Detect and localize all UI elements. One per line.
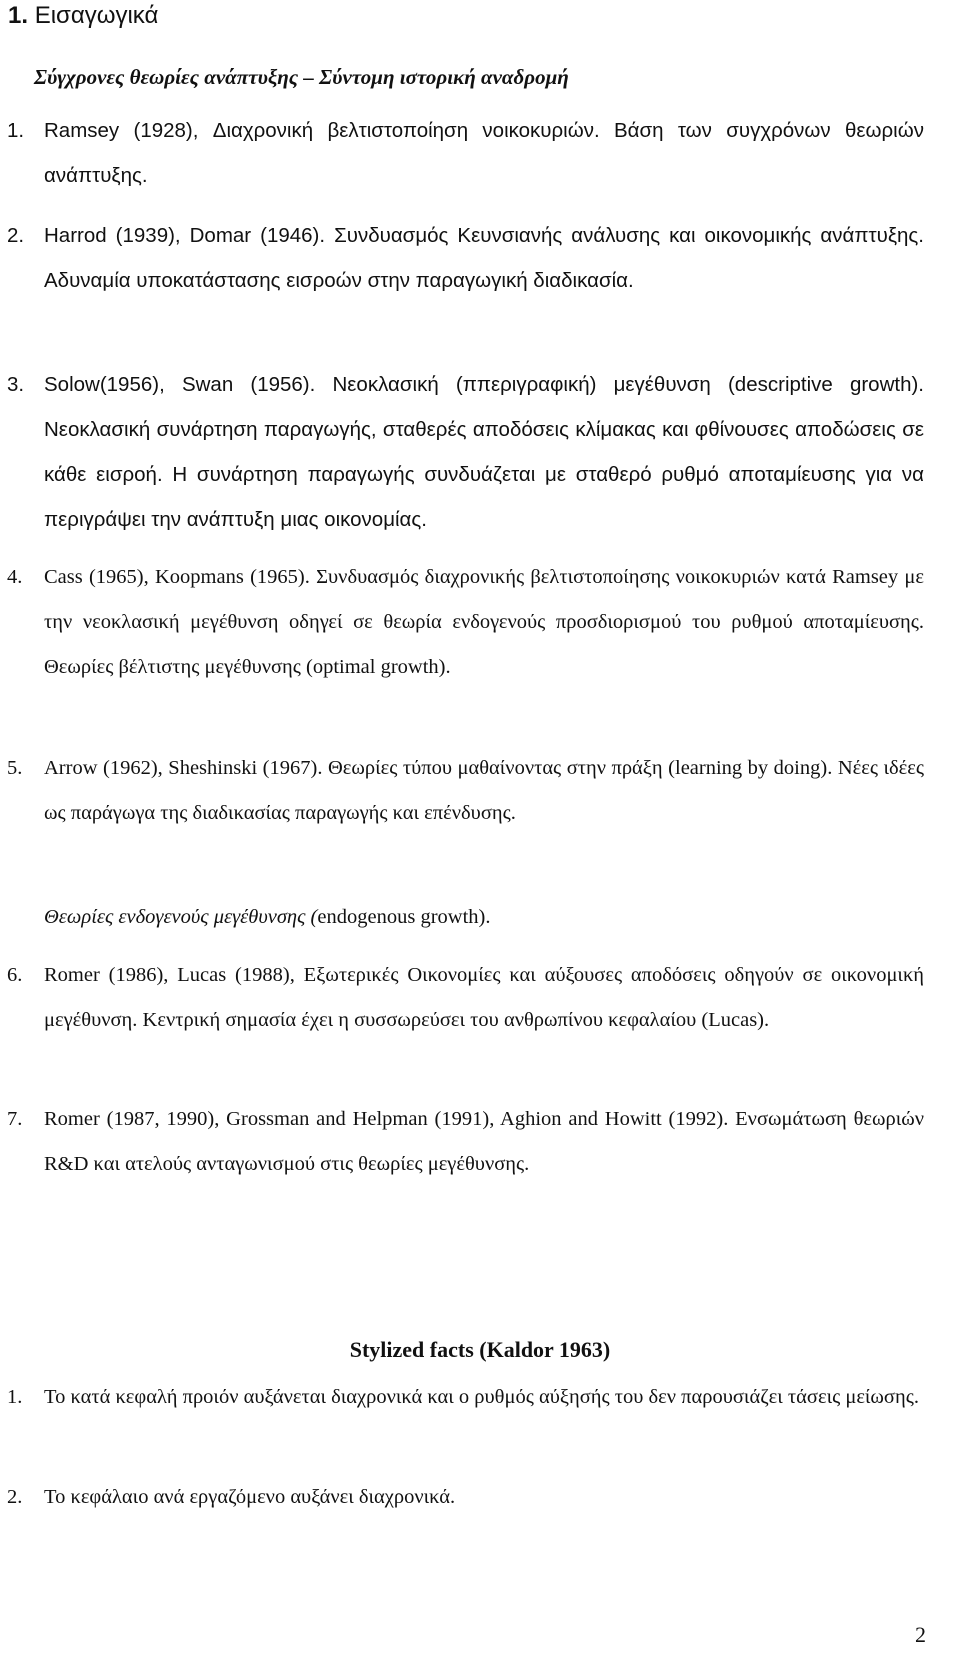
item-text: Romer (1987, 1990), Grossman and Helpman (1991), Aghion and Howitt (1992). Ενσωμάτωση θεωριών R&D και ατελούς ανταγωνισμού στις θεωρίες μεγέθυνσης.: [44, 1108, 924, 1175]
item-number: 4.: [7, 566, 23, 588]
item-text: Cass (1965), Koopmans (1965). Συνδυασμός διαχρονικής βελτιστοποίησης νοικοκυριών κατά Ramsey με την νεοκλασική μεγέθυνση οδηγεί σε θεωρία ενδογενούς προσδιορισμού του ρυθμού αποταμίευσης. Θεωρίες βέλτιστης μεγέθυνσης (optimal growth).: [44, 566, 924, 678]
chapter-title: Εισαγωγικά: [34, 2, 159, 29]
endogenous-growth-rest: endogenous growth).: [317, 906, 491, 928]
item-number: 1.: [7, 119, 25, 142]
item-text: Το κεφάλαιο ανά εργαζόμενο αυξάνει διαχρονικά.: [44, 1486, 456, 1508]
item-number: 5.: [7, 757, 23, 779]
chapter-heading: [8, 0, 158, 32]
item-number: 7.: [7, 1108, 23, 1130]
item-text: Romer (1986), Lucas (1988), Εξωτερικές Οικονομίες και αύξουσες αποδόσεις οδηγούν σε οικονομική μεγέθυνση. Κεντρική σημασία έχει η συσσωρεύσει του ανθρωπίνου κεφαλαίου (Lucas).: [44, 964, 924, 1031]
stylized-facts-title: Stylized facts (Kaldor 1963): [349, 1337, 611, 1362]
item-number: 2.: [7, 1486, 23, 1508]
endogenous-growth-italic: Θεωρίες ενδογενούς μεγέθυνσης (: [44, 906, 318, 928]
item-number: 6.: [7, 964, 23, 986]
chapter-number: 1.: [8, 2, 29, 29]
item-number: 2.: [7, 224, 25, 247]
item-number: 1.: [7, 1386, 23, 1408]
item-text: Arrow (1962), Sheshinski (1967). Θεωρίες τύπου μαθαίνοντας στην πράξη (learning by doing). Νέες ιδέες ως παράγωγα της διαδικασίας παραγωγής και επένδυσης.: [44, 757, 924, 824]
endogenous-growth-line: [44, 895, 490, 940]
item-text: Harrod (1939), Domar (1946). Συνδυασμός Κευνσιανής ανάλυσης και οικονομικής ανάπτυξης. Αδυναμία υποκατάστασης εισροών στην παραγωγική διαδικασία.: [44, 224, 924, 292]
item-text: Το κατά κεφαλή προιόν αυξάνεται διαχρονικά και ο ρυθμός αύξησής του δεν παρουσιάζει τάσεις μείωσης.: [44, 1386, 919, 1408]
item-text: Solow(1956), Swan (1956). Νεοκλασική (ππεριγραφική) μεγέθυνση (descriptive growth). Νεοκλασική συνάρτηση παραγωγής, σταθερές αποδόσεις κλίμακας και φθίνουσες αποδώσεις σε κάθε εισροή. Η συνάρτηση παραγωγής συνδυάζεται με σταθερό ρυθμό αποταμίευσης για να περιγράψει την ανάπτυξη μιας οικονομίας.: [44, 373, 924, 531]
page-number: 2: [915, 1622, 926, 1647]
item-number: 3.: [7, 373, 25, 396]
section-title: Σύγχρονες θεωρίες ανάπτυξης – Σύντομη ιστορική αναδρομή: [34, 65, 569, 89]
item-text: Ramsey (1928), Διαχρονική βελτιστοποίηση νοικοκυριών. Βάση των συγχρόνων θεωριών ανάπτυξης.: [44, 119, 924, 187]
